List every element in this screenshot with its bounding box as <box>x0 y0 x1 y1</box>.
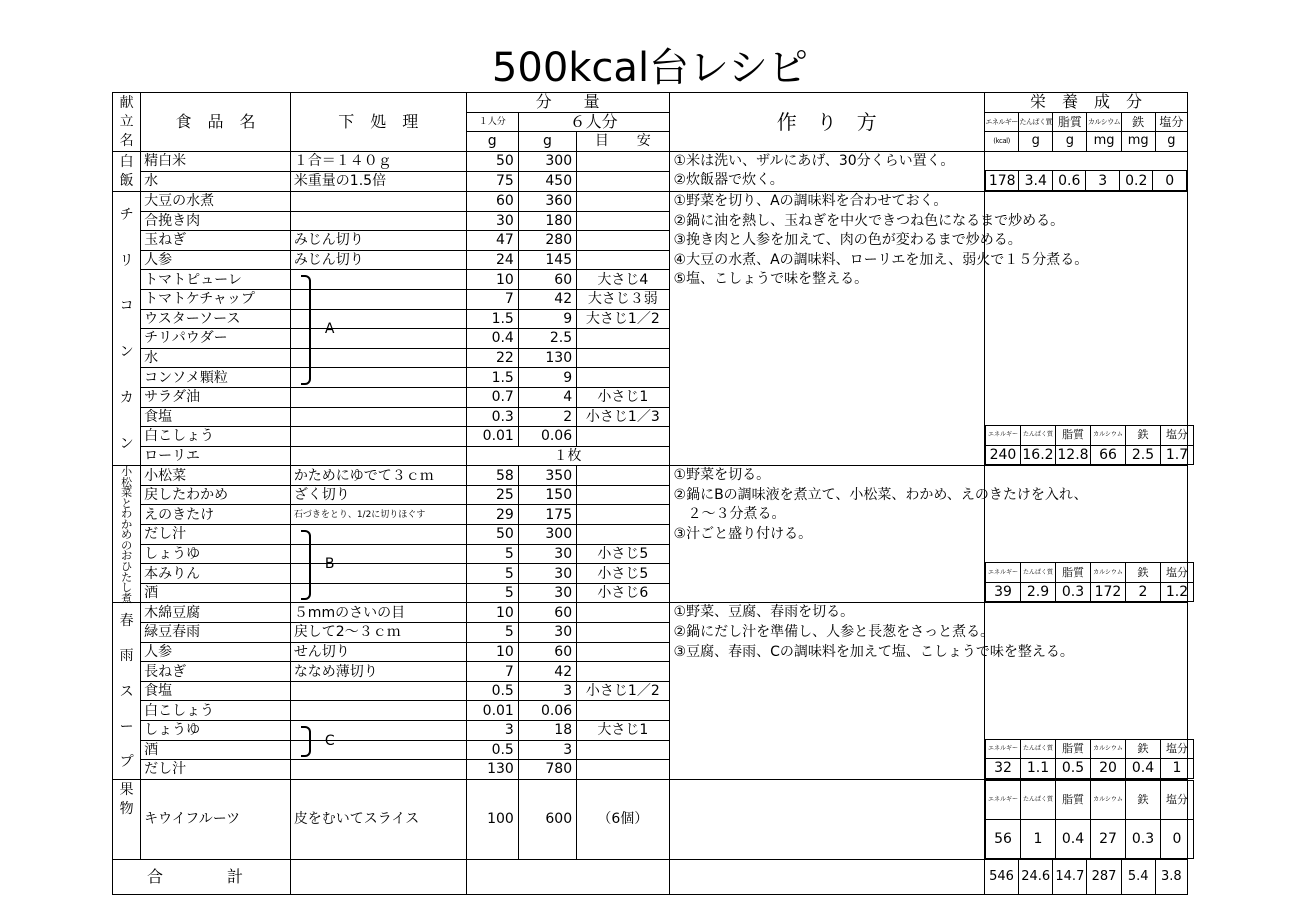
method-step: ②鍋にBの調味液を煮立て、小松菜、わかめ、えのきたけを入れ、 <box>673 486 1088 503</box>
amount-per6: 2 <box>518 407 576 427</box>
amount-guide <box>577 525 669 545</box>
nutrient-label: カルシウム <box>1090 563 1125 583</box>
method-step: ④大豆の水煮、Aの調味料、ローリエを加え、弱火で１５分煮る。 <box>673 251 1089 268</box>
group-label: A <box>324 321 335 338</box>
dish-name: 小 松 菜 と わ か め の お ひ た し 煮 <box>121 465 133 605</box>
amount-per6: 30 <box>518 623 576 643</box>
prep-text: 皮をむいてスライス <box>290 779 466 859</box>
amount-per1: 47 <box>466 231 518 251</box>
food-name: 玉ねぎ <box>141 231 291 251</box>
recipe-table <box>112 92 1188 895</box>
nutrient-label: たんぱく質 <box>1020 563 1055 583</box>
food-name: ウスターソース <box>141 309 291 329</box>
nutrient-unit: g <box>1019 132 1053 152</box>
nutrition-table <box>985 780 1194 859</box>
nutrient-value: 0.4 <box>1125 759 1160 779</box>
prep-text <box>290 368 466 388</box>
method-step: ②鍋にだし汁を準備し、人参と長葱をさっと煮る。 <box>673 624 995 641</box>
nutrition-table <box>985 739 1194 779</box>
nutrient-label: 塩分 <box>1155 112 1187 132</box>
dish-nutrition <box>984 191 1187 465</box>
food-name: だし汁 <box>141 525 291 545</box>
amount-per6: 360 <box>518 191 576 211</box>
amount-guide <box>577 231 669 251</box>
prep-text: せん切り <box>290 642 466 662</box>
per1-header: １人分 <box>466 112 518 132</box>
amount-per6: 30 <box>518 564 576 584</box>
prep-text <box>290 740 466 760</box>
prep-text <box>290 348 466 368</box>
amount-per6: 145 <box>518 250 576 270</box>
amount-guide <box>577 368 669 388</box>
per6-header: ６人分 <box>518 112 669 132</box>
amount-per1: 60 <box>466 191 518 211</box>
amount-per1: 0.5 <box>466 740 518 760</box>
nutrient-value: 0.2 <box>1119 171 1153 191</box>
nutrient-label: 塩分 <box>1160 426 1193 446</box>
food-name: 白こしょう <box>141 427 291 447</box>
amount-guide: 大さじ３弱 <box>577 289 669 309</box>
method-step: ２～３分煮る。 <box>673 506 786 523</box>
amount-guide <box>577 466 669 486</box>
prep-text <box>290 387 466 407</box>
nutrient-value: 1 <box>1020 819 1055 858</box>
prep-text <box>290 407 466 427</box>
amount-per6: 350 <box>518 466 576 486</box>
prep-text <box>290 525 466 573</box>
nutrient-label: 塩分 <box>1160 739 1193 759</box>
food-name: えのきたけ <box>141 505 291 525</box>
method-step: ③挽き肉と人参を加えて、肉の色が変わるまで炒める。 <box>673 232 1022 249</box>
prep-text <box>290 191 466 211</box>
prep-text: １合＝１４０ｇ <box>290 151 466 171</box>
nutrient-label: カルシウム <box>1090 780 1125 819</box>
prep-text: 戻して2～３ｃｍ <box>290 623 466 643</box>
amount-per1: 0.01 <box>466 701 518 721</box>
food-name: トマトケチャップ <box>141 289 291 309</box>
prep-text <box>290 211 466 231</box>
food-name: 小松菜 <box>141 466 291 486</box>
total-nutrient-value: 5.4 <box>1121 860 1155 895</box>
amount-per6: 300 <box>518 525 576 545</box>
nutrition-table <box>985 170 1187 191</box>
amount-per1: 29 <box>466 505 518 525</box>
nutrient-value: 56 <box>985 819 1020 858</box>
amount-guide: 大さじ4 <box>577 270 669 290</box>
amount-per1: 1.5 <box>466 309 518 329</box>
amount-per1: 5 <box>466 623 518 643</box>
food-name: 酒 <box>141 583 291 603</box>
nutrient-value: 2 <box>1125 582 1160 602</box>
dish-name-cell <box>113 191 141 465</box>
total-nutrient-value: 287 <box>1087 860 1121 895</box>
amount-merged: １枚 <box>466 446 669 466</box>
nutrient-value: 0 <box>1160 819 1193 858</box>
nutrient-value: 1.1 <box>1020 759 1055 779</box>
total-nutrient-value: 14.7 <box>1053 860 1087 895</box>
amount-guide <box>577 662 669 682</box>
prep-text: 石づきをとり、1/2に切りほぐす <box>290 505 466 525</box>
prep-text <box>290 544 466 564</box>
amount-per1: 0.3 <box>466 407 518 427</box>
nutrient-unit: mg <box>1121 132 1155 152</box>
prep-text <box>290 427 466 447</box>
nutrient-unit: (kcal) <box>984 132 1018 152</box>
amount-guide <box>577 701 669 721</box>
nutrition-table <box>985 425 1194 465</box>
amount-per6: 60 <box>518 603 576 623</box>
food-name: 人参 <box>141 642 291 662</box>
group-brace <box>301 726 311 757</box>
amount-guide <box>577 151 669 171</box>
nutrition-table <box>985 562 1194 602</box>
amount-guide <box>577 760 669 780</box>
nutrient-value: 172 <box>1090 582 1125 602</box>
method-step: ①野菜を切る。 <box>673 467 771 484</box>
nutrient-label: エネルギー <box>984 112 1018 132</box>
group-label: C <box>324 732 335 749</box>
method-step: ③汁ごと盛り付ける。 <box>673 526 813 543</box>
food-name: 精白米 <box>141 151 291 171</box>
nutrient-unit: g <box>1053 132 1087 152</box>
amount-per1: 7 <box>466 662 518 682</box>
nutrient-value: 39 <box>985 582 1020 602</box>
amount-per6: 300 <box>518 151 576 171</box>
amount-guide <box>577 250 669 270</box>
amount-per6: 2.5 <box>518 329 576 349</box>
menu-name-header: 献 <box>113 93 141 113</box>
nutrient-label: エネルギー <box>985 426 1020 446</box>
dish-nutrition <box>984 151 1187 191</box>
food-name: 食塩 <box>141 407 291 427</box>
amount-per6: 9 <box>518 368 576 388</box>
prep-text <box>290 583 466 603</box>
method-step: ②鍋に油を熱し、玉ねぎを中火できつね色になるまで炒める。 <box>673 212 1065 229</box>
nutrition-header: 栄 養 成 分 <box>984 93 1187 113</box>
amount-per1: 10 <box>466 603 518 623</box>
nutrient-value: 240 <box>985 445 1020 465</box>
dish-nutrition <box>984 779 1187 859</box>
amount-per6: 780 <box>518 760 576 780</box>
food-name: 本みりん <box>141 564 291 584</box>
nutrient-label: 脂質 <box>1053 112 1087 132</box>
amount-per6: 0.06 <box>518 701 576 721</box>
nutrient-unit: g <box>1155 132 1187 152</box>
dish-name-cell <box>113 603 141 779</box>
nutrient-value: 0.3 <box>1055 582 1090 602</box>
nutrient-value: 0.3 <box>1125 819 1160 858</box>
prep-text <box>290 309 466 329</box>
menu-name-header: 名 <box>113 132 141 152</box>
amount-guide <box>577 171 669 191</box>
amount-per6: 3 <box>518 740 576 760</box>
g6-unit: g <box>518 132 576 152</box>
total-nutrient-value: 3.8 <box>1155 860 1187 895</box>
dish-name-cell <box>113 779 141 859</box>
method-header: 作 り 方 <box>669 93 984 152</box>
group-brace <box>301 530 311 600</box>
group-label: B <box>324 556 335 573</box>
amount-per1: 130 <box>466 760 518 780</box>
method-step: ⑤塩、こしょうで味を整える。 <box>673 271 869 288</box>
amount-guide: 小さじ1／3 <box>577 407 669 427</box>
method-step: ③豆腐、春雨、Cの調味料を加えて塩、こしょうで味を整える。 <box>673 643 1074 660</box>
amount-per1: 22 <box>466 348 518 368</box>
nutrient-label: 鉄 <box>1125 739 1160 759</box>
food-name: 食塩 <box>141 681 291 701</box>
food-name: 水 <box>141 171 291 191</box>
amount-guide <box>577 603 669 623</box>
amount-per1: 58 <box>466 466 518 486</box>
group-brace <box>301 275 311 385</box>
amount-per6: 30 <box>518 583 576 603</box>
amount-per1: 0.5 <box>466 681 518 701</box>
nutrient-value: 12.8 <box>1057 446 1089 463</box>
amount-guide <box>577 427 669 447</box>
amount-per6: 150 <box>518 485 576 505</box>
nutrient-value: 0.6 <box>1052 171 1086 191</box>
prep-text: ななめ薄切り <box>290 662 466 682</box>
food-name: 酒 <box>141 740 291 760</box>
nutrient-label: たんぱく質 <box>1020 780 1055 819</box>
amount-per1: 0.01 <box>466 427 518 447</box>
prep-text: ５mmのさいの目 <box>290 603 466 623</box>
prep-text <box>290 446 466 466</box>
dish-name: 春 雨 ス ー プ <box>119 613 134 771</box>
amount-per6: 175 <box>518 505 576 525</box>
amount-guide <box>577 505 669 525</box>
amount-guide: 大さじ1 <box>577 721 669 741</box>
page-title: 500kcal台レシピ <box>491 45 809 91</box>
amount-per6: 600 <box>518 779 576 859</box>
amount-per6: 3 <box>518 681 576 701</box>
total-nutrient-value: 24.6 <box>1019 860 1053 895</box>
nutrient-value: 2.5 <box>1125 445 1160 465</box>
prep-text <box>290 681 466 701</box>
nutrient-label: 塩分 <box>1160 563 1193 583</box>
food-name: コンソメ顆粒 <box>141 368 291 388</box>
food-name: 緑豆春雨 <box>141 623 291 643</box>
amount-guide <box>577 191 669 211</box>
prep-text: ざく切り <box>290 485 466 505</box>
prep-text <box>290 289 466 309</box>
amount-guide <box>577 329 669 349</box>
amount-per6: 9 <box>518 309 576 329</box>
amount-per6: 60 <box>518 642 576 662</box>
nutrient-value: 178 <box>985 171 1019 191</box>
amount-guide: 小さじ1 <box>577 387 669 407</box>
food-name: サラダ油 <box>141 387 291 407</box>
total-nutrient-value: 546 <box>984 860 1018 895</box>
nutrient-label: カルシウム <box>1090 739 1125 759</box>
amount-per1: 5 <box>466 583 518 603</box>
food-name: トマトピューレ <box>141 270 291 290</box>
amount-per1: 0.4 <box>466 329 518 349</box>
food-name: 水 <box>141 348 291 368</box>
prep-text: かためにゆでて３ｃｍ <box>290 466 466 486</box>
food-name: 木綿豆腐 <box>141 603 291 623</box>
amount-guide <box>577 642 669 662</box>
method-step: ①野菜を切り、Aの調味料を合わせておく。 <box>673 192 948 209</box>
amount-per1: 10 <box>466 642 518 662</box>
food-name: ローリエ <box>141 446 291 466</box>
prep-text: みじん切り <box>290 250 466 270</box>
nutrient-label: カルシウム <box>1090 426 1125 446</box>
amount-guide <box>577 485 669 505</box>
prep-text <box>290 701 466 721</box>
dish-nutrition <box>984 466 1187 603</box>
nutrient-value: 3 <box>1086 171 1120 191</box>
nutrient-label: 鉄 <box>1121 112 1155 132</box>
total-amount <box>466 860 669 895</box>
amount-per6: 180 <box>518 211 576 231</box>
nutrient-value: 0.4 <box>1055 819 1090 858</box>
food-name: 長ねぎ <box>141 662 291 682</box>
amount-per1: 30 <box>466 211 518 231</box>
nutrient-label: 塩分 <box>1160 780 1193 819</box>
amount-per1: 24 <box>466 250 518 270</box>
amount-guide: 小さじ5 <box>577 544 669 564</box>
method-step: ②炊飯器で炊く。 <box>673 172 784 189</box>
nutrient-label: 脂質 <box>1055 563 1090 583</box>
method-steps <box>669 779 984 859</box>
amount-guide: 小さじ5 <box>577 564 669 584</box>
dish-name: チ リ コ ン カ ン <box>119 206 134 452</box>
amount-per1: 75 <box>466 171 518 191</box>
prep-text <box>290 564 466 584</box>
food-name: 人参 <box>141 250 291 270</box>
food-name: 大豆の水煮 <box>141 191 291 211</box>
nutrient-label: 脂質 <box>1055 739 1090 759</box>
nutrient-value: 0 <box>1153 171 1187 191</box>
nutrient-label: 鉄 <box>1125 426 1160 446</box>
food-name: しょうゆ <box>141 544 291 564</box>
nutrient-value: 20 <box>1090 759 1125 779</box>
amount-guide <box>577 348 669 368</box>
prep-text <box>290 329 466 349</box>
amount-per6: 30 <box>518 544 576 564</box>
nutrient-label: エネルギー <box>985 739 1020 759</box>
nutrient-label: たんぱく質 <box>1019 112 1053 132</box>
nutrient-value: 1.2 <box>1160 582 1193 602</box>
dish-name: 果 物 <box>119 781 134 818</box>
amount-per1: 25 <box>466 485 518 505</box>
amount-per1: 0.7 <box>466 387 518 407</box>
nutrient-value: 0.5 <box>1055 759 1090 779</box>
nutrient-value: 1 <box>1160 759 1193 779</box>
amount-per6: 60 <box>518 270 576 290</box>
prep-text <box>290 270 466 338</box>
prep-text: 米重量の1.5倍 <box>290 171 466 191</box>
amount-guide: （6個） <box>577 779 669 859</box>
prep-header: 下 処 理 <box>290 93 466 152</box>
nutrient-label: エネルギー <box>985 780 1020 819</box>
amount-per1: 1.5 <box>466 368 518 388</box>
nutrient-value: 16.2 <box>1022 446 1054 463</box>
dish-nutrition <box>984 603 1187 779</box>
amount-guide <box>577 623 669 643</box>
nutrient-label: 脂質 <box>1055 426 1090 446</box>
food-name: キウイフルーツ <box>141 779 291 859</box>
method-step: ①米は洗い、ザルにあげ、30分くらい置く。 <box>673 152 955 169</box>
prep-text <box>290 721 466 749</box>
amount-per6: 42 <box>518 662 576 682</box>
amount-per1: 5 <box>466 544 518 564</box>
amount-per1: 3 <box>466 721 518 741</box>
nutrient-label: エネルギー <box>985 563 1020 583</box>
amount-guide <box>577 740 669 760</box>
amount-per6: 42 <box>518 289 576 309</box>
dish-name: 白 飯 <box>119 153 134 190</box>
amount-guide <box>577 211 669 231</box>
nutrient-value: 3.4 <box>1019 171 1053 191</box>
nutrient-value: 27 <box>1090 819 1125 858</box>
method-step: ①野菜、豆腐、春雨を切る。 <box>673 604 855 621</box>
amount-header: 分 量 <box>466 93 669 113</box>
amount-per1: 50 <box>466 525 518 545</box>
amount-per6: 0.06 <box>518 427 576 447</box>
prep-text <box>290 760 466 780</box>
amount-guide: 小さじ6 <box>577 583 669 603</box>
nutrient-label: 鉄 <box>1125 780 1160 819</box>
dish-name-cell <box>113 466 141 603</box>
amount-per6: 130 <box>518 348 576 368</box>
amount-per1: 7 <box>466 289 518 309</box>
nutrient-value: 1.7 <box>1160 445 1193 465</box>
amount-per1: 50 <box>466 151 518 171</box>
food-name: 合挽き肉 <box>141 211 291 231</box>
nutrient-label: たんぱく質 <box>1020 739 1055 759</box>
nutrient-label: 鉄 <box>1125 563 1160 583</box>
prep-text: みじん切り <box>290 231 466 251</box>
food-name: チリパウダー <box>141 329 291 349</box>
nutrient-value: 32 <box>985 759 1020 779</box>
amount-per6: 4 <box>518 387 576 407</box>
menu-name-header: 立 <box>113 112 141 132</box>
food-name: 白こしょう <box>141 701 291 721</box>
total-method <box>669 860 984 895</box>
food-name: だし汁 <box>141 760 291 780</box>
food-name: しょうゆ <box>141 721 291 741</box>
amount-per6: 18 <box>518 721 576 741</box>
amount-per6: 280 <box>518 231 576 251</box>
dish-name-cell <box>113 151 141 191</box>
amount-per1: 100 <box>466 779 518 859</box>
nutrient-label: たんぱく質 <box>1020 426 1055 446</box>
amount-guide: 大さじ1／2 <box>577 309 669 329</box>
nutrient-unit: mg <box>1087 132 1121 152</box>
guide-header: 目 安 <box>577 132 669 152</box>
amount-per6: 450 <box>518 171 576 191</box>
amount-per1: 10 <box>466 270 518 290</box>
total-prep <box>290 860 466 895</box>
nutrient-value: 66 <box>1090 445 1125 465</box>
food-name: 戻したわかめ <box>141 485 291 505</box>
g1-unit: g <box>466 132 518 152</box>
nutrient-value: 2.9 <box>1020 582 1055 602</box>
amount-per1: 5 <box>466 564 518 584</box>
method-steps <box>669 151 984 191</box>
nutrient-label: 脂質 <box>1055 780 1090 819</box>
nutrient-label: カルシウム <box>1087 112 1121 132</box>
amount-guide: 小さじ1／2 <box>577 681 669 701</box>
food-name-header: 食 品 名 <box>141 93 291 152</box>
total-label: 合 計 <box>113 860 291 895</box>
